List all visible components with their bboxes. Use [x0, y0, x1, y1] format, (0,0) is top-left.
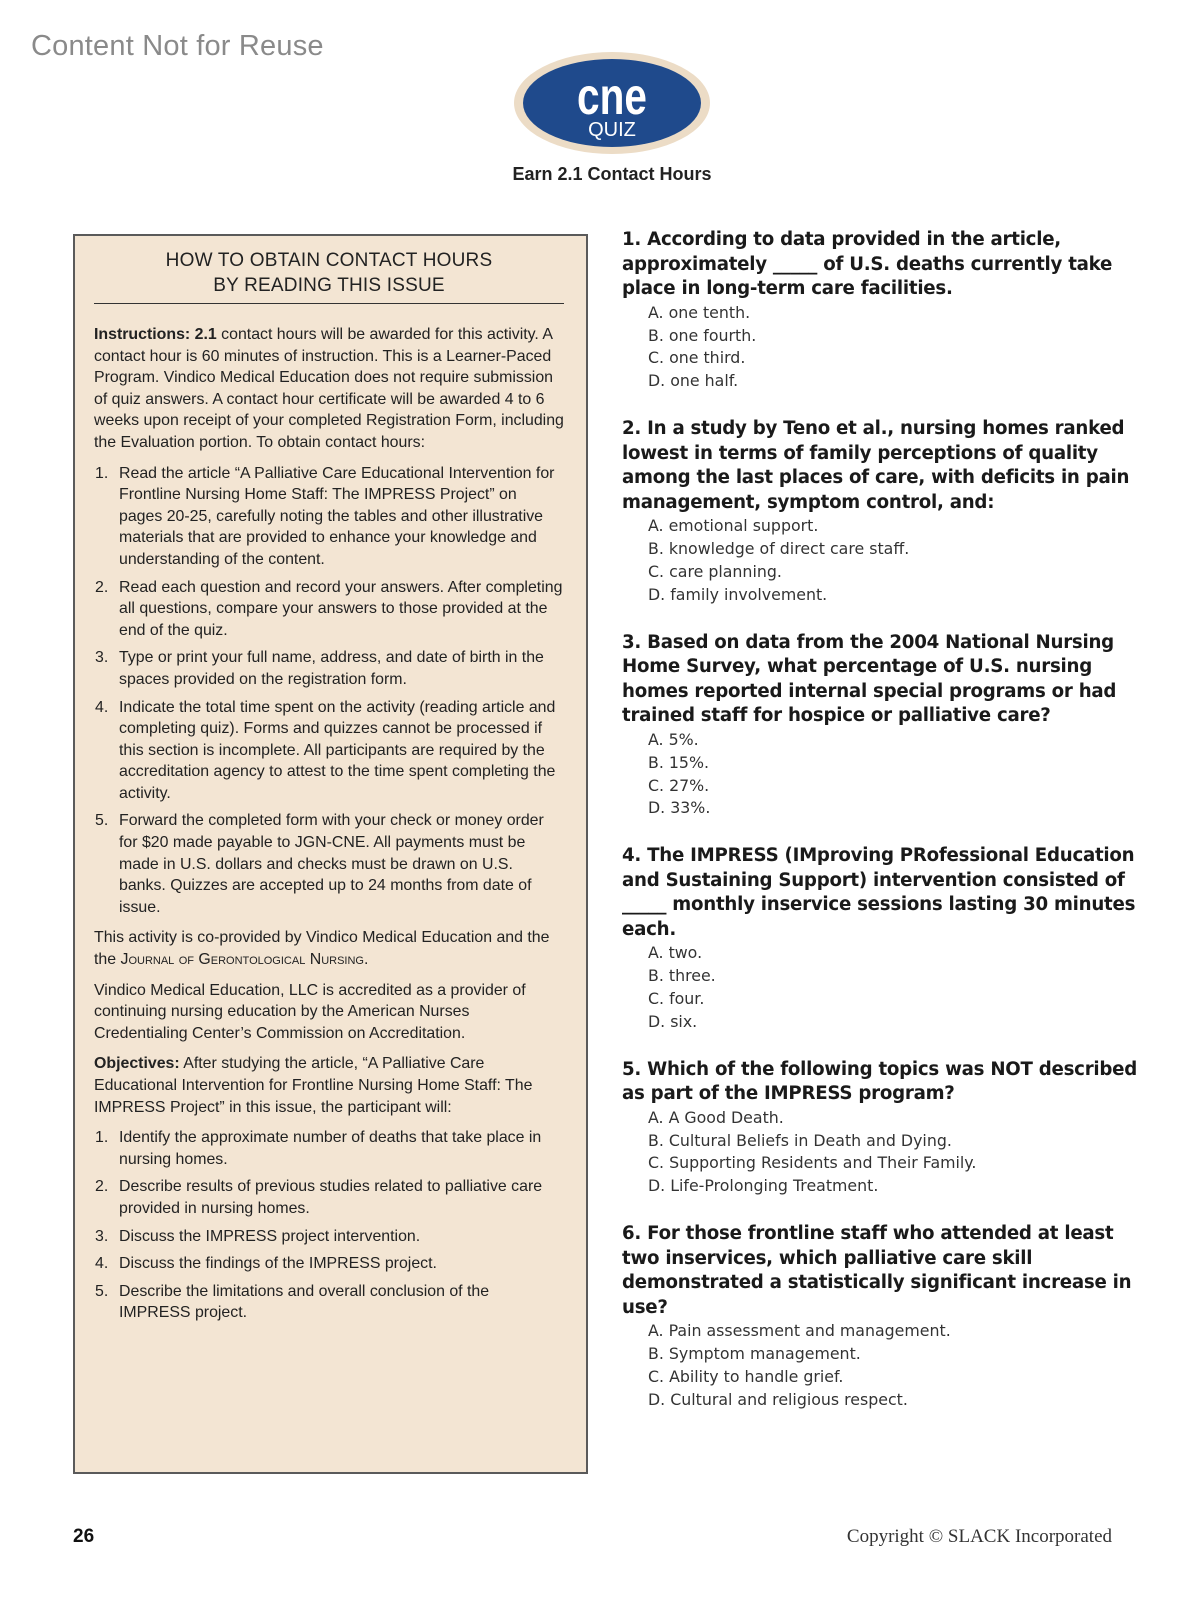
answer-option: B. knowledge of direct care staff.: [648, 539, 910, 559]
copyright-notice: Copyright © SLACK Incorporated: [846, 1526, 1112, 1547]
step-item: 5. Forward the completed form with your check or money order for $20 made payable to JGN-CNE. All payments must be made in U.S. dollars and checks must be drawn on U.S. banks. Quizzes are accepted up to 24 months from date of issue.: [95, 812, 544, 916]
instructions-box: [73, 234, 588, 1474]
contact-hours-subtitle: Earn 2.1 Contact Hours: [512, 164, 712, 184]
question-text: 1. According to data provided in the article, approximately _____ of U.S. deaths currently take place in long-term care facilities.: [622, 229, 1113, 300]
objectives-text: After studying the article, “A Palliative Care Educational Intervention for Frontline Nursing Home Staff: The IMPRESS Project” in this issue, the participant will:: [94, 1055, 533, 1116]
instructions-paragraph: [94, 324, 564, 454]
answer-option: C. four.: [648, 989, 705, 1009]
objective-item: 4. Discuss the findings of the IMPRESS project.: [95, 1255, 437, 1273]
question-5: [622, 1058, 1142, 1198]
answer-option: D. 33%.: [648, 798, 711, 818]
logo-main-text: cne: [577, 67, 647, 126]
question-6: [622, 1222, 1142, 1412]
objectives-paragraph: [94, 1053, 564, 1118]
objective-item: 1. Identify the approximate number of deaths that take place in nursing homes.: [95, 1129, 542, 1168]
question-text: 2. In a study by Teno et al., nursing homes ranked lowest in terms of family perceptions of quality among the last places of care, with deficits in pain management, symptom control, and:: [622, 417, 1130, 513]
coprovided-paragraph: This activity is co-provided by Vindico Medical Education and the the Journal of Gerontological Nursing.: [94, 929, 550, 969]
objectives-label: Objectives:: [94, 1055, 180, 1073]
answer-option: A. one tenth.: [648, 302, 751, 322]
question-text: 4. The IMPRESS (IMproving PRofessional Education and Sustaining Support) intervention consisted of _____ monthly inservice sessions lasting 30 minutes each.: [622, 845, 1136, 940]
answer-options: [622, 729, 1142, 820]
page-number: 26: [73, 1526, 95, 1547]
objectives-list: [94, 1127, 564, 1324]
logo-sub-text: QUIZ: [588, 119, 636, 141]
watermark: Content Not for Reuse: [31, 30, 324, 62]
answer-options: [622, 942, 1142, 1033]
question-text: 5. Which of the following topics was NOT described as part of the IMPRESS program?: [622, 1058, 1138, 1105]
answer-option: A. A Good Death.: [648, 1107, 784, 1127]
answer-option: D. Life-Prolonging Treatment.: [648, 1176, 879, 1196]
step-item: 2. Read each question and record your answers. After completing all questions, compare your answers to those provided at the end of the quiz.: [95, 578, 563, 639]
answer-option: A. 5%.: [648, 729, 699, 749]
answer-option: C. Ability to handle grief.: [648, 1367, 844, 1386]
step-item: 3. Type or print your full name, address, and date of birth in the spaces provided on the registration form.: [95, 649, 544, 688]
accreditation-paragraph: Vindico Medical Education, LLC is accredited as a provider of continuing nursing education by the American Nurses Credentialing Center’s Commission on Accreditation.: [94, 981, 526, 1042]
step-item: 1. Read the article “A Palliative Care Educational Intervention for Frontline Nursing Home Staff: The IMPRESS Project” on pages 20-25, carefully noting the tables and other illustrative materials that are provided to enhance your knowledge and understanding of the content.: [95, 464, 555, 568]
question-4: [622, 844, 1142, 1034]
box-title-line1: HOW TO OBTAIN CONTACT HOURS: [165, 250, 493, 271]
instructions-text: contact hours will be awarded for this activity. A contact hour is 60 minutes of instruction. This is a Learner-Paced Program. Vindico Medical Education does not require submission of quiz answers. A contact hour certificate will be awarded 4 to 6 weeks upon receipt of your completed Registration Form, including the Evaluation portion. To obtain contact hours:: [94, 326, 564, 451]
answer-options: [622, 515, 1142, 606]
cne-quiz-logo: [512, 50, 712, 156]
answer-option: B. one fourth.: [648, 325, 757, 345]
question-3: [622, 631, 1142, 821]
journal-name: Journal of Gerontological Nursing: [120, 951, 364, 969]
answer-option: C. one third.: [648, 348, 746, 368]
question-text: 3. Based on data from the 2004 National Nursing Home Survey, what percentage of U.S. nursing homes reported internal special programs or had trained staff for hospice or palliative care?: [622, 631, 1117, 727]
answer-option: B. Symptom management.: [648, 1344, 861, 1364]
objective-item: 3. Discuss the IMPRESS project intervention.: [95, 1227, 421, 1245]
answer-option: D. Cultural and religious respect.: [648, 1389, 908, 1409]
objective-item: 2. Describe results of previous studies related to palliative care provided in nursing homes.: [95, 1178, 543, 1217]
instructions-label: Instructions: 2.1: [94, 326, 217, 343]
answer-options: [622, 302, 1142, 393]
answer-option: D. six.: [648, 1011, 698, 1031]
answer-option: B. three.: [648, 966, 716, 986]
question-2: [622, 417, 1142, 607]
coprovided-text: This activity is co-provided by Vindico Medical Education and the: [94, 929, 550, 947]
answer-option: A. emotional support.: [648, 516, 819, 536]
steps-list: [94, 463, 564, 919]
answer-option: C. Supporting Residents and Their Family.: [648, 1153, 977, 1173]
answer-option: A. two.: [648, 943, 703, 963]
step-item: 4. Indicate the total time spent on the activity (reading article and completing quiz). Forms and quizzes cannot be processed if this section is incomplete. All participants are required by the accreditation agency to attest to the time spent completing the activity.: [95, 698, 556, 802]
quiz-questions: [622, 228, 1142, 1436]
answer-option: D. one half.: [648, 371, 739, 391]
question-1: [622, 228, 1142, 393]
answer-option: B. Cultural Beliefs in Death and Dying.: [648, 1130, 952, 1150]
question-text: 6. For those frontline staff who attended at least two inservices, which palliative care skill demonstrated a statistically significant increase in use?: [622, 1223, 1132, 1318]
answer-option: C. care planning.: [648, 561, 782, 581]
answer-option: B. 15%.: [648, 752, 710, 772]
box-title-line2: BY READING THIS ISSUE: [213, 275, 445, 296]
objective-item: 5. Describe the limitations and overall conclusion of the IMPRESS project.: [95, 1282, 490, 1322]
answer-options: [622, 1320, 1142, 1411]
answer-option: D. family involvement.: [648, 584, 828, 604]
answer-options: [622, 1107, 1142, 1198]
box-title: [94, 248, 564, 304]
answer-option: C. 27%.: [648, 775, 710, 795]
answer-option: A. Pain assessment and management.: [648, 1321, 951, 1341]
